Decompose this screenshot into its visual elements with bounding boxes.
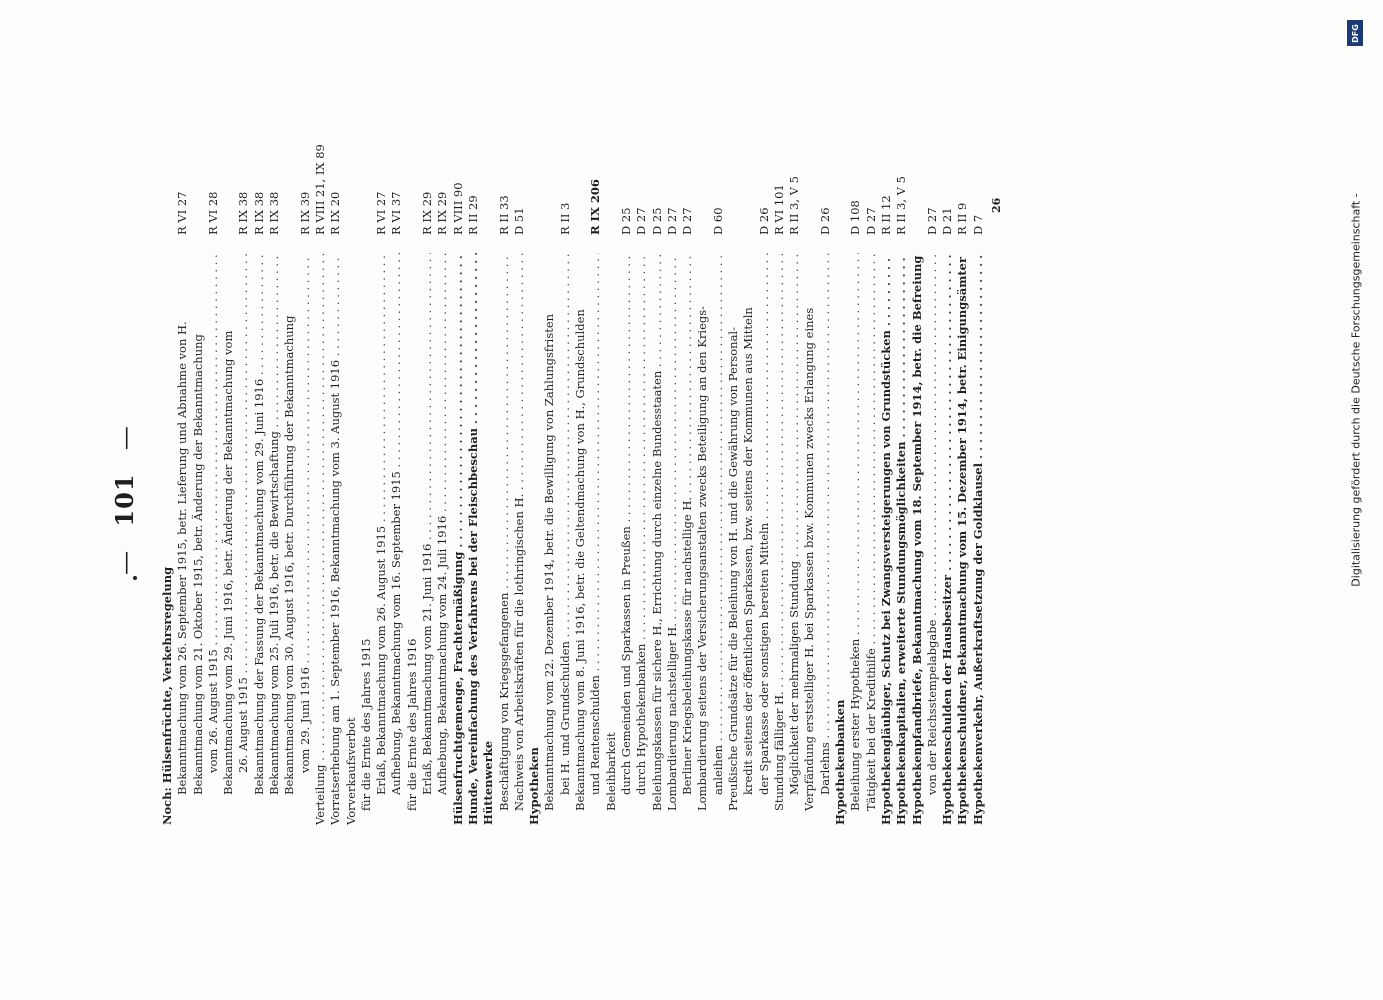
index-entry-text: und Rentenschulden . . . (588, 253, 603, 795)
index-entry-reference: R VI 28 (205, 191, 220, 235)
index-entry-reference: R II 9 (955, 202, 970, 235)
index-entry (695, 125, 710, 825)
index-entry-reference: R IX 38 (236, 191, 251, 235)
index-entry (711, 125, 726, 825)
index-entry-text: Hunde, Vereinfachung des Verfahrens bei der Fleischbeschau . . . (466, 253, 481, 825)
index-entry-text: Noch: Hülsenfrüchte, Verkehrsregelung (160, 566, 174, 825)
index-entry-reference: R VI 27 (374, 191, 389, 235)
index-entry (971, 125, 986, 825)
index-entry (160, 125, 175, 825)
index-entry-text: Erlaß, Bekanntmachung vom 26. August 1915 . . . (374, 253, 389, 795)
index-entry-reference: D 21 (940, 207, 955, 235)
index-entry-text: Nachweis von Arbeitskräften für die lothringischen H. . . . (512, 253, 527, 811)
index-entry (359, 125, 374, 825)
index-entry-text: Vorverkaufsverbot (343, 717, 358, 825)
index-entry (252, 125, 267, 825)
index-entry (405, 125, 420, 825)
index-entry (619, 125, 634, 825)
index-entry-reference: R II 3, V 5 (787, 176, 802, 235)
index-entry-text: Aufhebung, Bekanntmachung vom 24. Juli 1916 . . . (435, 253, 450, 795)
index-entry-reference: R IX 29 (435, 191, 450, 235)
index-entry (634, 125, 649, 825)
index-entry (435, 125, 450, 825)
index-entry (282, 125, 297, 825)
index-entry (573, 125, 588, 825)
index-entry-text: Bekanntmachung der Fassung der Bekanntmachung vom 29. Juni 1916 . . . (252, 253, 267, 795)
index-entry-reference: R VIII 21, IX 89 (312, 144, 327, 235)
index-entry-reference: D 27 (680, 207, 695, 235)
index-entry-text: Verpfändung erststelliger H. bei Sparkassen bzw. Kommunen zwecks Erlangung eines (802, 307, 817, 811)
index-entry-text: Beleihungskassen für sichere H., Errichtung durch einzelne Bundesstaaten . . . (650, 253, 665, 811)
index-entry (741, 125, 756, 825)
index-entry (833, 125, 848, 825)
index-entry (650, 125, 665, 825)
index-entry-reference: R II 33 (496, 195, 511, 235)
page-number: 101 (110, 473, 139, 527)
index-entry-text: Aufhebung, Bekanntmachung vom 16. September 1915 . . . (389, 253, 404, 795)
index-entry-text: Bekanntmachung vom 21. Oktober 1915, betr. Änderung der Bekanntmachung (190, 334, 205, 795)
index-entry-text: vom 29. Juni 1916 . . . (298, 253, 313, 773)
index-entry (512, 125, 527, 825)
index-entry (389, 125, 404, 825)
index-entry-text: Bekanntmachung vom 8. Juni 1916, betr. die Geltendmachung von H., Grundschulden (573, 309, 588, 811)
index-entry-text: Hypothekenbanken (833, 699, 848, 825)
index-entry-text: Darlehns . . . (818, 253, 833, 795)
index-entry-text: Hülsenfruchtgemenge, Frachtermäßigung . . . (451, 253, 466, 825)
header-dash-right: — (111, 425, 139, 451)
index-entry-reference: D 25 (649, 207, 664, 235)
index-entry-text: Tätigkeit bei der Kredithilfe . . . (864, 253, 879, 811)
index-entry-text: Bekanntmachung vom 25. Juli 1916, betr. die Bewirtschaftung . . . (267, 253, 282, 795)
index-entry-text: Hypothekenkapitalien, erweiterte Stundungsmöglichkeiten . . . (894, 253, 909, 825)
print-speck (133, 576, 137, 580)
index-entry (374, 125, 389, 825)
index-entry (848, 125, 863, 825)
index-entry (955, 125, 970, 825)
index-entry-text: für die Ernte des Jahres 1915 (358, 638, 373, 811)
index-entry-reference: R II 3 (557, 202, 572, 235)
index-entry-reference: R VIII 90 (450, 182, 465, 235)
index-entry-reference: R IX 20 (328, 191, 343, 235)
index-entry-reference: R IX 39 (297, 191, 312, 235)
index-entry (527, 125, 542, 825)
index-entry-text: Beschäftigung von Kriegsgefangenen . . . (497, 253, 512, 811)
index-entry (221, 125, 236, 825)
index-entry-reference: D 25 (618, 207, 633, 235)
index-entry-reference: R IX 38 (267, 191, 282, 235)
index-entry-text: Bekanntmachung vom 26. September 1915, betr. Lieferung und Abnahme von H. (175, 321, 190, 795)
index-entry-reference: R II 12 (878, 195, 893, 235)
index-entry-text: Verteilung . . . (313, 253, 328, 825)
index-entry (328, 125, 343, 825)
index-entry (558, 125, 573, 825)
index-entry (925, 125, 940, 825)
index-entry-reference: D 26 (817, 207, 832, 235)
index-entry-text: Lombardierung nachstelliger H. . . . (665, 253, 680, 811)
digitization-note (1345, 10, 1367, 990)
index-entry (420, 125, 435, 825)
index-entry (818, 125, 833, 825)
index-entry-text: Hypothekenschulden der Hausbesitzer . . . (940, 253, 955, 825)
page-header (110, 0, 139, 1000)
index-entry (757, 125, 772, 825)
index-entry-text: von der Reichsstempelabgabe . . . (925, 253, 940, 795)
index-entry-text: Hypotheken (527, 747, 542, 825)
index-entry-text: Hypothekenverkehr, Außerkraftsetzung der Goldklausel . . . (971, 253, 986, 825)
index-entry-text: Beleihung erster Hypotheken . . . (848, 253, 863, 811)
index-entry (175, 125, 190, 825)
index-entry-text: Vorratserhebung am 1. September 1916, Bekanntmachung vom 3. August 1916 . . . (328, 253, 343, 825)
header-dash-left: — (111, 549, 139, 575)
index-entry-text: Beleihbarkeit (603, 732, 618, 811)
index-entry (879, 125, 894, 825)
index-entry-text: Bekanntmachung vom 29. Juni 1916, betr. Änderung der Bekanntmachung vom (221, 330, 236, 795)
index-entry-reference: D 27 (634, 207, 649, 235)
index-list (160, 125, 1004, 825)
index-entry (726, 125, 741, 825)
index-entry-reference: R IX 206 (588, 179, 603, 235)
dfg-logo: DFG (1347, 20, 1363, 46)
index-entry-text: kredit seitens der öffentlichen Sparkassen, bzw. seitens der Kommunen aus Mitteln (741, 307, 756, 795)
index-entry-text: anleihen . . . (711, 253, 726, 795)
index-entry (191, 125, 206, 825)
index-entry-text: Bekanntmachung vom 30. August 1916, betr. Durchführung der Bekanntmachung (282, 315, 297, 795)
digitization-note-text: Digitalisierung gefördert durch die Deutsche Forschungsgemeinschaft - (1349, 193, 1363, 587)
index-entry-text: Hypothekenschuldner, Bekanntmachung vom 15. Dezember 1914, betr. Einigungsämter . . . (955, 253, 970, 825)
index-entry-text: 26. August 1915 . . . (236, 253, 251, 773)
index-entry (910, 125, 925, 825)
index-entry (497, 125, 512, 825)
index-entry-reference: D 26 (756, 207, 771, 235)
index-entry-text: durch Hypothekenbanken . . . (634, 253, 649, 795)
index-entry-text: Stundung fälliger H. . . . (772, 253, 787, 811)
index-entry-reference: R IX 29 (420, 191, 435, 235)
index-entry-text: Preußische Grundsätze für die Beleihung von H. und die Gewährung von Personal- (725, 327, 740, 811)
index-entry-reference: R VI 37 (389, 191, 404, 235)
index-entry-text: Bekanntmachung vom 22. Dezember 1914, betr. die Bewilligung von Zahlungsfristen (542, 313, 557, 811)
index-entry (680, 125, 695, 825)
index-entry (665, 125, 680, 825)
index-entry (298, 125, 313, 825)
index-entry-reference: R VI 101 (771, 184, 786, 235)
index-entry (267, 125, 282, 825)
index-entry-text: Hypothekenpfandbriefe, Bekanntmachung vom 18. September 1914, betr. die Befreiung (909, 255, 924, 825)
index-entry (894, 125, 909, 825)
index-entry (236, 125, 251, 825)
index-entry-reference: R VI 27 (175, 191, 190, 235)
index-entry-text: Berliner Kriegsbeleihungskasse für nachstellige H. . . . (680, 253, 695, 795)
index-entry (206, 125, 221, 825)
index-entry-reference: D 27 (863, 207, 878, 235)
index-entry-reference: D 51 (511, 207, 526, 235)
index-entry-text: vom 26. August 1915 . . . (206, 253, 221, 773)
index-entry-text: Möglichkeit der mehrmaligen Stundung . . . (787, 253, 802, 795)
index-entry-text: Erlaß, Bekanntmachung vom 21. Juni 1916 . . . (420, 253, 435, 795)
index-entry (344, 125, 359, 825)
index-entry-reference: R II 3, V 5 (894, 176, 909, 235)
index-entry (542, 125, 557, 825)
index-entry-text: für die Ernte des Jahres 1916 (404, 638, 419, 811)
index-entry (313, 125, 328, 825)
index-entry-reference: D 7 (970, 214, 985, 235)
index-entry (772, 125, 787, 825)
index-entry (451, 125, 466, 825)
index-entry-text: durch Gemeinden und Sparkassen in Preußen . . . (619, 253, 634, 795)
index-entry-text: Hypothekengläubiger, Schutz bei Zwangsversteigerungen von Grundstücken . . . (879, 253, 894, 825)
index-entry (588, 125, 603, 825)
signature-mark: 26 (990, 197, 1004, 213)
index-entry (864, 125, 879, 825)
index-entry-reference: R IX 38 (251, 191, 266, 235)
index-entry-text: Hüttenwerke (481, 740, 496, 825)
index-entry (940, 125, 955, 825)
index-entry-reference: R II 29 (465, 195, 480, 235)
index-entry (481, 125, 496, 825)
index-entry (787, 125, 802, 825)
index-entry (604, 125, 619, 825)
index-entry-reference: D 27 (924, 207, 939, 235)
index-entry (466, 125, 481, 825)
index-entry-text: Lombardierung seitens der Versicherungsanstalten zwecks Beteiligung an den Kriegs- (695, 305, 710, 811)
index-entry-reference: D 60 (710, 207, 725, 235)
index-entry (802, 125, 817, 825)
index-entry-text: der Sparkasse oder sonstigen bereiten Mitteln . . . (757, 253, 772, 795)
index-entry-reference: D 27 (664, 207, 679, 235)
index-entry-text: bei H. und Grundschulden . . . (558, 253, 573, 795)
index-entry-reference: D 108 (848, 200, 863, 235)
